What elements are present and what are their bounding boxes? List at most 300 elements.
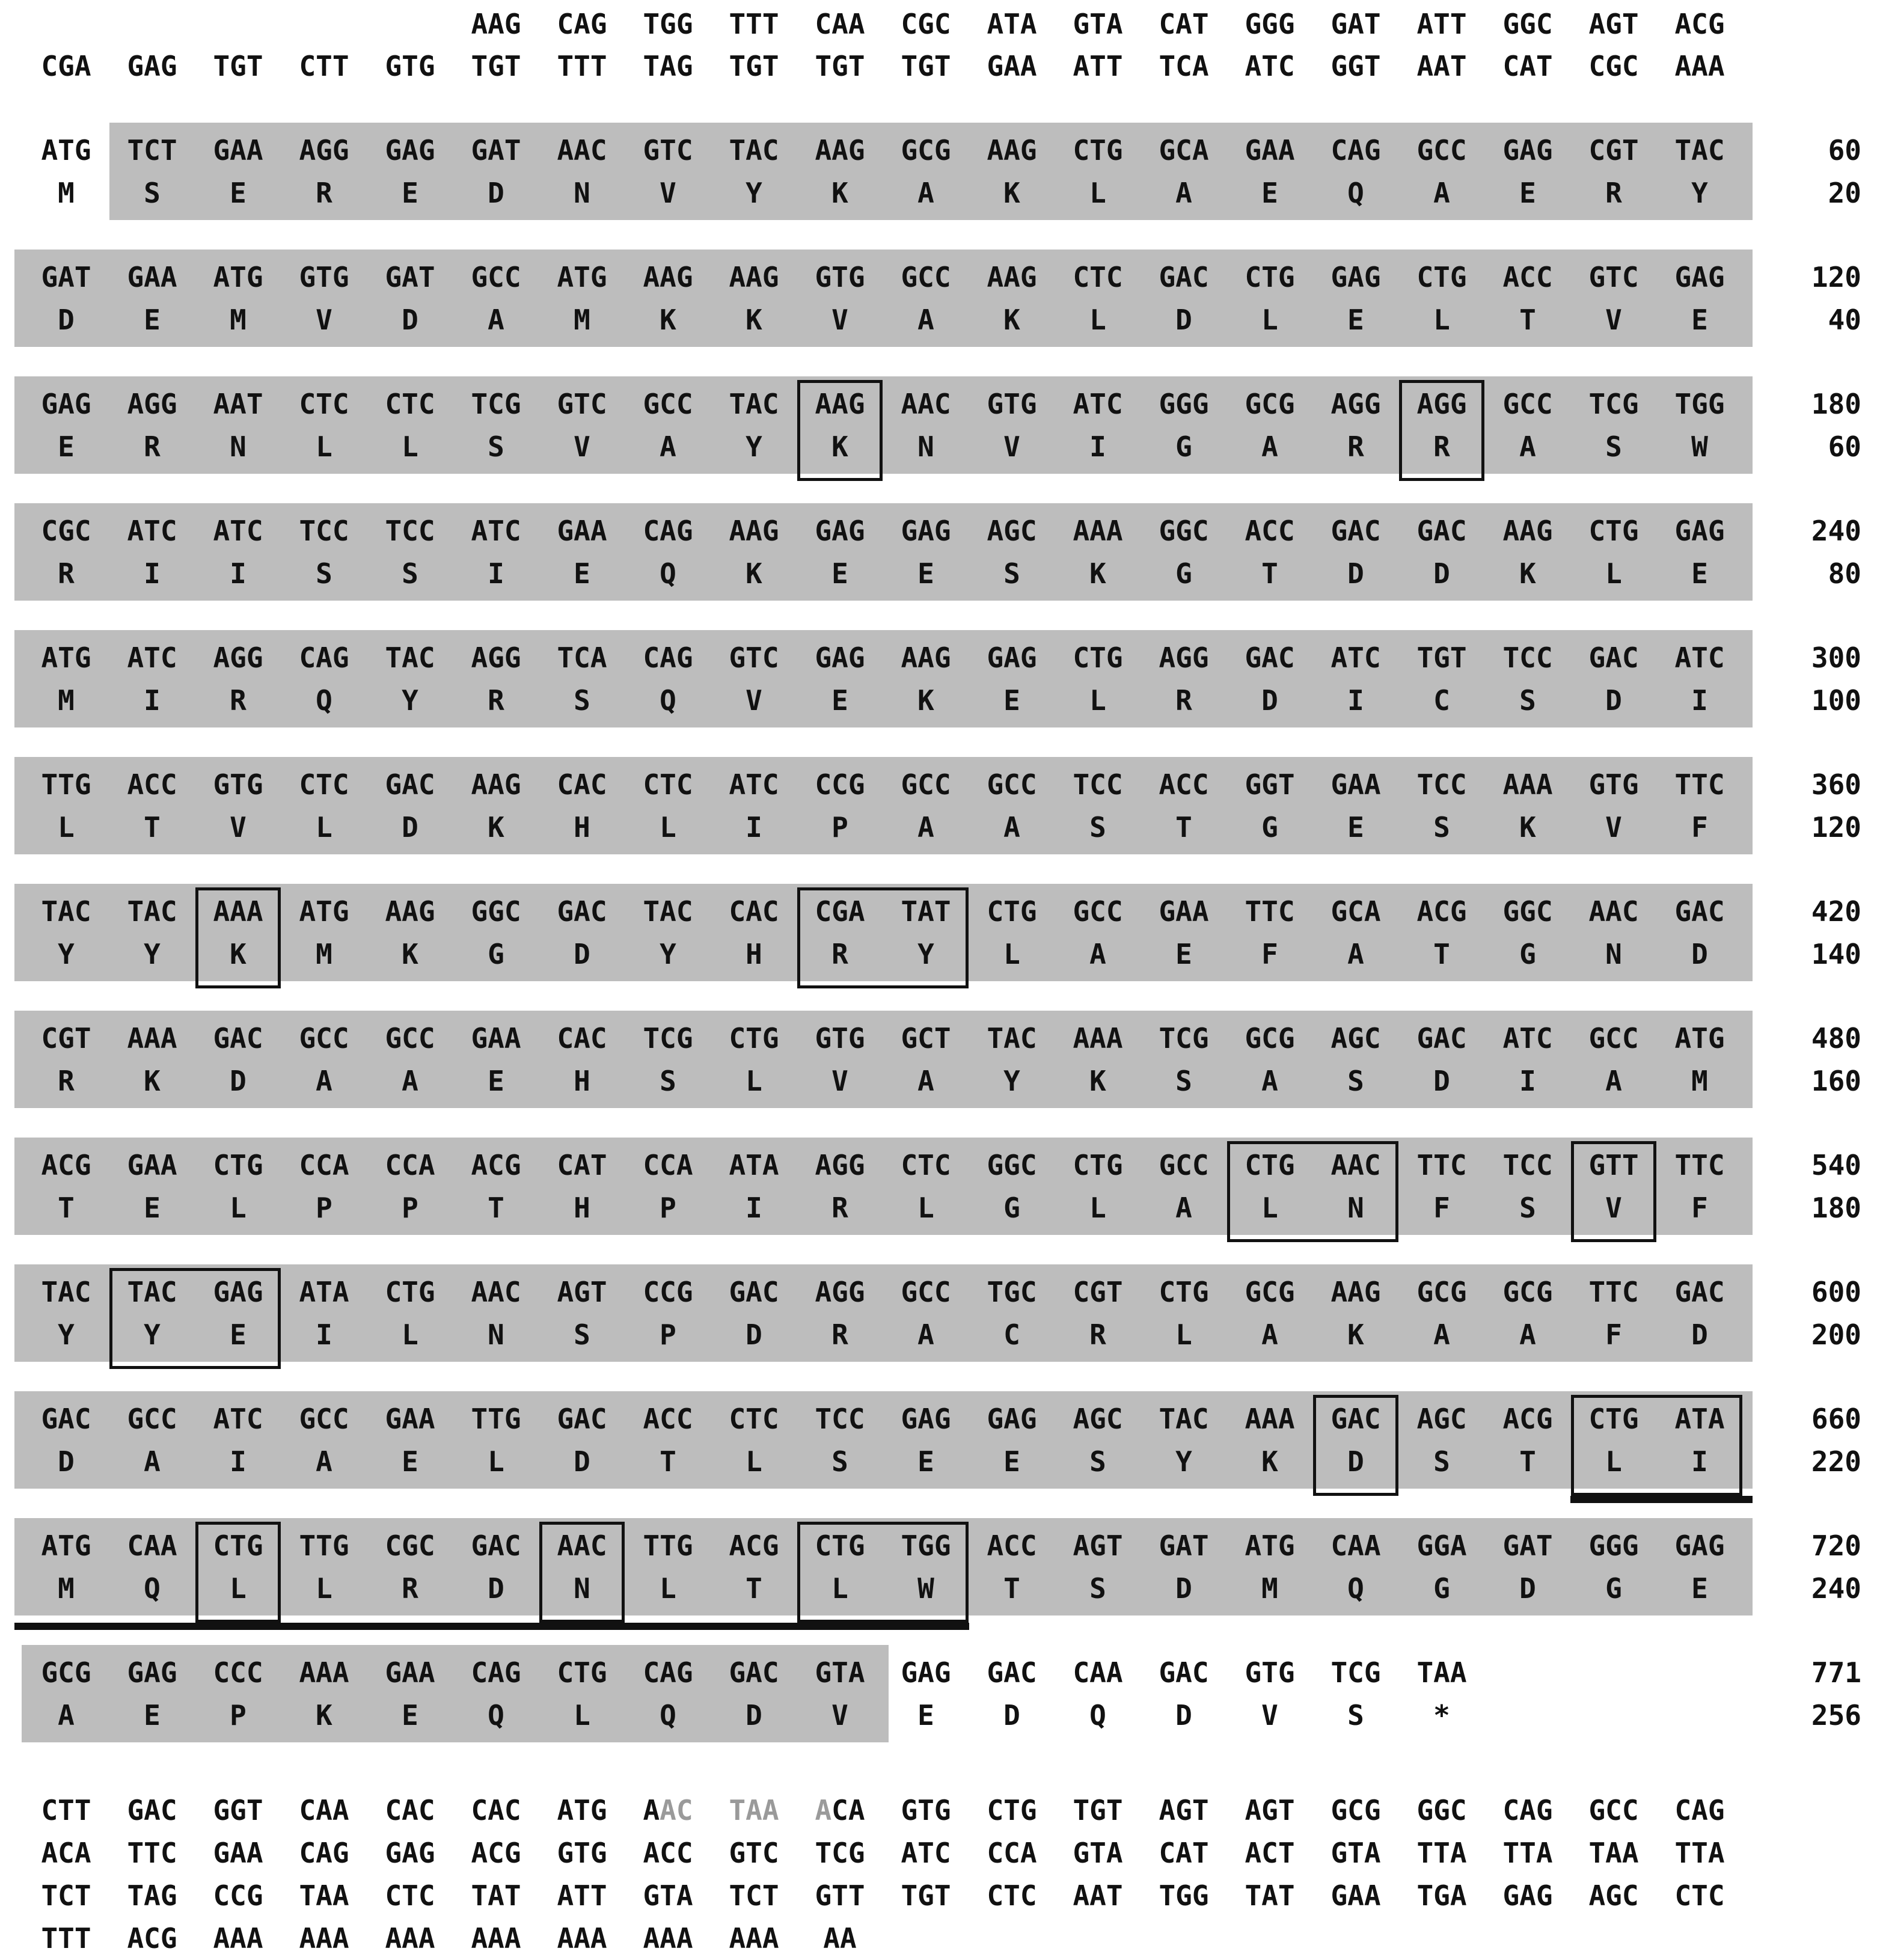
codon: AGC [1073,1403,1123,1435]
codon: CTC [901,1149,951,1181]
codon: ACC [1502,261,1553,293]
codon-line [0,1651,1877,1694]
codon: CTG [1416,261,1467,293]
codon: CAC [557,768,607,801]
codon: AAA [385,1922,435,1955]
codon: ACG [471,1149,521,1181]
codon: CTC [987,1879,1037,1912]
codon: TGT [1416,642,1467,674]
amino-acid: G [1261,811,1278,844]
codon: GGC [1416,1794,1467,1827]
codon: AAG [987,134,1037,167]
amino-acid: E [1347,304,1364,336]
codon: AAC [557,1530,607,1562]
codon: CAG [643,1656,693,1689]
codon: TTA [1416,1837,1467,1869]
codon: CGC [901,8,951,40]
amino-acid: N [574,1572,590,1605]
amino-acid: S [488,430,504,463]
codon: GAC [385,768,435,801]
amino-acid: V [746,684,762,717]
amino-acid: M [1261,1572,1278,1605]
utr3-line [0,1789,1877,1832]
codon: TTG [471,1403,521,1435]
nucleotide-position: 600 [1811,1276,1861,1308]
codon: TCG [1159,1022,1209,1055]
codon: CTG [1245,261,1295,293]
amino-acid: Y [402,684,418,717]
codon: TAC [1674,134,1725,167]
amino-acid: M [574,304,590,336]
amino-acid: A [1605,1065,1622,1097]
codon: CAT [1159,8,1209,40]
codon: CAA [815,8,865,40]
codon: AGT [1073,1530,1123,1562]
codon: GTC [643,134,693,167]
amino-acid: M [230,304,246,336]
codon: GAC [127,1794,177,1827]
codon: TTC [1416,1149,1467,1181]
amino-acid: A [660,430,676,463]
amino-acid: R [1175,684,1192,717]
amino-acid: Q [1347,177,1364,209]
codon: GAA [385,1403,435,1435]
codon: GCG [1416,1276,1467,1308]
codon: TAA [1416,1656,1467,1689]
amino-acid: S [144,177,161,209]
codon: CCA [385,1149,435,1181]
codon: GAA [213,134,263,167]
amino-acid: A [1175,1192,1192,1224]
amino-acid: A [1433,177,1450,209]
amino-acid: S [1089,811,1106,844]
amino-acid: T [660,1445,676,1478]
amino-acid: G [1175,430,1192,463]
codon: GCG [901,134,951,167]
codon: TCG [815,1837,865,1869]
amino-acid: E [1261,177,1278,209]
codon: TCT [41,1879,91,1912]
codon: GAA [987,50,1037,82]
codon: ACC [1245,515,1295,547]
codon: ACC [987,1530,1037,1562]
amino-acid: K [1347,1318,1364,1351]
amino-acid: N [488,1318,504,1351]
amino-acid: E [1347,811,1364,844]
amino-acid: D [402,304,418,336]
amino-acid: P [230,1699,246,1732]
amino-acid: A [144,1445,161,1478]
amino-acid: D [1347,557,1364,590]
residue-highlight-box [797,380,883,481]
codon: TTC [1588,1276,1639,1308]
codon: TAT [1245,1879,1295,1912]
utr5-line [0,2,1877,46]
amino-acid: D [1347,1445,1364,1478]
amino-acid: T [1175,811,1192,844]
codon: GCA [1159,134,1209,167]
amino-acid: Q [144,1572,161,1605]
amino-acid: Y [58,1318,75,1351]
codon: GAC [1330,1403,1381,1435]
amino-acid: L [1433,304,1450,336]
amino-acid: D [488,177,504,209]
codon: AGG [815,1149,865,1181]
codon: CAG [1502,1794,1553,1827]
amino-acid: E [831,557,848,590]
amino-acid: P [316,1192,332,1224]
codon: AAG [901,642,951,674]
amino-acid: E [144,304,161,336]
residue-highlight-box [109,1268,281,1369]
amino-acid: A [1003,811,1020,844]
amino-acid: P [660,1192,676,1224]
codon: TTA [1502,1837,1553,1869]
amino-acid: K [144,1065,161,1097]
amino-acid: D [1433,1065,1450,1097]
amino-acid: M [58,1572,75,1605]
codon: GCC [987,768,1037,801]
codon: AAC [557,134,607,167]
codon [801,1789,879,1832]
residue-position: 40 [1828,304,1861,336]
codon: TGT [1073,1794,1123,1827]
amino-acid: K [1089,557,1106,590]
codon: GCA [1330,895,1381,928]
codon: TTC [1674,768,1725,801]
codon: GAG [213,1276,263,1308]
amino-acid: I [230,557,246,590]
amino-acid: I [488,557,504,590]
amino-acid: I [144,684,161,717]
codon: GTA [815,1656,865,1689]
amino-acid: S [1003,557,1020,590]
codon: CTG [1588,515,1639,547]
amino-acid: G [1605,1572,1622,1605]
codon: GAG [1674,261,1725,293]
amino-acid: D [746,1318,762,1351]
codon: AAT [213,388,263,420]
codon: AGC [987,515,1037,547]
codon: GAG [385,1837,435,1869]
amino-acid: R [1347,430,1364,463]
amino-acid: L [316,811,332,844]
amino-acid: E [574,557,590,590]
codon: ATC [471,515,521,547]
codon: CAG [557,8,607,40]
codon: AAA [127,1022,177,1055]
codon: CAA [299,1794,349,1827]
codon: GAA [557,515,607,547]
amino-acid: V [660,177,676,209]
codon [715,1789,793,1832]
amino-acid: V [1605,304,1622,336]
codon: GAC [1159,1656,1209,1689]
codon: ATG [41,642,91,674]
amino-acid: V [1605,1192,1622,1224]
codon: TGT [815,50,865,82]
codon: AAA [557,1922,607,1955]
codon: CGC [385,1530,435,1562]
codon: GAG [1674,515,1725,547]
amino-acid: Q [316,684,332,717]
amino-acid: L [316,430,332,463]
codon: GAC [471,1530,521,1562]
codon: TGT [729,50,779,82]
nucleotide-position: 771 [1811,1656,1861,1689]
codon: TAT [901,895,951,928]
nucleotide-position: 540 [1811,1149,1861,1181]
amino-acid: L [746,1445,762,1478]
amino-acid: H [574,811,590,844]
codon: CTT [299,50,349,82]
codon: AGG [299,134,349,167]
amino-acid: R [831,1192,848,1224]
amino-acid: L [488,1445,504,1478]
codon: TGT [471,50,521,82]
codon: GCG [1245,1276,1295,1308]
codon: TAT [471,1879,521,1912]
residue-position: 240 [1811,1572,1861,1605]
amino-acid: D [746,1699,762,1732]
codon: CTC [729,1403,779,1435]
amino-acid-line [0,425,1877,468]
amino-acid: A [1175,177,1192,209]
amino-acid: K [831,177,848,209]
codon: CGT [1588,134,1639,167]
codon: TAC [729,388,779,420]
amino-acid: M [58,177,75,209]
amino-acid: P [831,811,848,844]
amino-acid: A [1519,430,1536,463]
codon: TTG [299,1530,349,1562]
amino-acid: E [402,177,418,209]
amino-acid: V [230,811,246,844]
nucleotide-position: 120 [1811,261,1861,293]
codon: GGT [1330,50,1381,82]
codon: TCA [557,642,607,674]
amino-acid: L [660,1572,676,1605]
codon: GCG [41,1656,91,1689]
codon: ATT [1073,50,1123,82]
codon: GTA [1330,1837,1381,1869]
codon: GTG [557,1837,607,1869]
codon: GGG [1245,8,1295,40]
utr3-line [0,1917,1877,1960]
amino-acid: T [488,1192,504,1224]
amino-acid: D [1261,684,1278,717]
codon: GCG [1245,1022,1295,1055]
amino-acid: P [660,1318,676,1351]
codon: ATA [299,1276,349,1308]
codon: GAG [1330,261,1381,293]
codon: GAC [557,895,607,928]
codon: GGT [1245,768,1295,801]
amino-acid: F [1691,811,1708,844]
amino-acid: L [831,1572,848,1605]
amino-acid: A [1261,430,1278,463]
codon: CTG [557,1656,607,1689]
codon: GCG [1502,1276,1553,1308]
codon: AAA [643,1922,693,1955]
codon: TTG [643,1530,693,1562]
codon: ACA [41,1837,91,1869]
codon: GAC [1159,261,1209,293]
codon: ACG [1416,895,1467,928]
codon-line [0,1270,1877,1314]
codon: GTG [1588,768,1639,801]
codon: CTG [1245,1149,1295,1181]
amino-acid: E [488,1065,504,1097]
amino-acid: D [58,1445,75,1478]
codon: CTG [385,1276,435,1308]
codon: TAC [1159,1403,1209,1435]
codon: ACC [1159,768,1209,801]
codon: GAG [901,1403,951,1435]
codon: ACC [643,1403,693,1435]
codon: CTG [729,1022,779,1055]
codon: AGC [1416,1403,1467,1435]
codon: GTC [729,642,779,674]
codon: AAG [1502,515,1553,547]
codon: TGT [213,50,263,82]
codon: CTG [1159,1276,1209,1308]
codon: GAA [471,1022,521,1055]
codon: GAA [1330,768,1381,801]
amino-acid: D [58,304,75,336]
codon: ATC [1245,50,1295,82]
codon: ATC [729,768,779,801]
codon: GAG [987,642,1037,674]
codon: CAT [557,1149,607,1181]
motif-underline [1570,1496,1753,1503]
codon: CAT [1502,50,1553,82]
codon: TCC [385,515,435,547]
amino-acid: E [917,1699,934,1732]
codon: GCC [901,768,951,801]
amino-acid: Y [746,177,762,209]
codon: CCA [643,1149,693,1181]
codon: CAG [1674,1794,1725,1827]
codon: CCA [299,1149,349,1181]
residue-position: 100 [1811,684,1861,717]
codon: GGA [1416,1530,1467,1562]
amino-acid: R [316,177,332,209]
amino-acid: D [1175,304,1192,336]
amino-acid-line [0,171,1877,215]
codon: TTT [41,1922,91,1955]
codon: ATA [1674,1403,1725,1435]
amino-acid: S [1347,1699,1364,1732]
codon: CTG [987,895,1037,928]
amino-acid: T [1433,938,1450,970]
codon: GAA [1245,134,1295,167]
codon: CTG [815,1530,865,1562]
codon: GGC [471,895,521,928]
amino-acid: I [1089,430,1106,463]
amino-acid: R [831,1318,848,1351]
amino-acid: F [1605,1318,1622,1351]
codon: AGG [1330,388,1381,420]
amino-acid: D [1175,1699,1192,1732]
codon: GCC [385,1022,435,1055]
codon: CTC [1073,261,1123,293]
codon: TGG [1159,1879,1209,1912]
amino-acid: C [1433,684,1450,717]
codon: ACC [127,768,177,801]
amino-acid: N [574,177,590,209]
amino-acid: D [488,1572,504,1605]
codon: AGT [1159,1794,1209,1827]
amino-acid: K [1089,1065,1106,1097]
codon: ATC [901,1837,951,1869]
codon: TAC [729,134,779,167]
amino-acid: I [144,557,161,590]
amino-acid: V [1261,1699,1278,1732]
codon: CTG [1588,1403,1639,1435]
codon: AAA [299,1656,349,1689]
amino-acid: K [746,304,762,336]
amino-acid: K [1519,811,1536,844]
codon: TGG [643,8,693,40]
amino-acid: Y [144,1318,161,1351]
amino-acid: L [1089,684,1106,717]
codon: GAC [1674,895,1725,928]
codon: CTC [299,388,349,420]
codon: GAT [471,134,521,167]
amino-acid: T [1519,304,1536,336]
amino-acid: R [831,938,848,970]
amino-acid: E [917,1445,934,1478]
codon: GAA [385,1656,435,1689]
codon: TTC [1674,1149,1725,1181]
codon: ATC [1330,642,1381,674]
codon: AAC [1588,895,1639,928]
codon: CAC [729,895,779,928]
codon: AAT [1073,1879,1123,1912]
codon: AGG [127,388,177,420]
codon: AAT [1416,50,1467,82]
codon: GTG [385,50,435,82]
amino-acid: L [746,1065,762,1097]
codon: GTG [299,261,349,293]
codon: GAG [901,1656,951,1689]
amino-acid: A [1347,938,1364,970]
codon: TCG [1588,388,1639,420]
amino-acid: D [1691,1318,1708,1351]
codon: GAG [127,50,177,82]
amino-acid: Y [58,938,75,970]
codon: TCC [1502,1149,1553,1181]
amino-acid: L [917,1192,934,1224]
amino-acid: K [230,938,246,970]
codon: TCG [643,1022,693,1055]
codon: ACG [1502,1403,1553,1435]
amino-acid: K [1003,177,1020,209]
codon: CGC [41,515,91,547]
codon: GGC [1159,515,1209,547]
amino-acid: E [831,684,848,717]
codon: GAC [1330,515,1381,547]
amino-acid: A [917,304,934,336]
residue-position: 80 [1828,557,1861,590]
codon: TGT [901,50,951,82]
amino-acid: Q [660,1699,676,1732]
codon: TTG [41,768,91,801]
codon: CGA [41,50,91,82]
codon: GTT [1588,1149,1639,1181]
amino-acid: Y [1003,1065,1020,1097]
